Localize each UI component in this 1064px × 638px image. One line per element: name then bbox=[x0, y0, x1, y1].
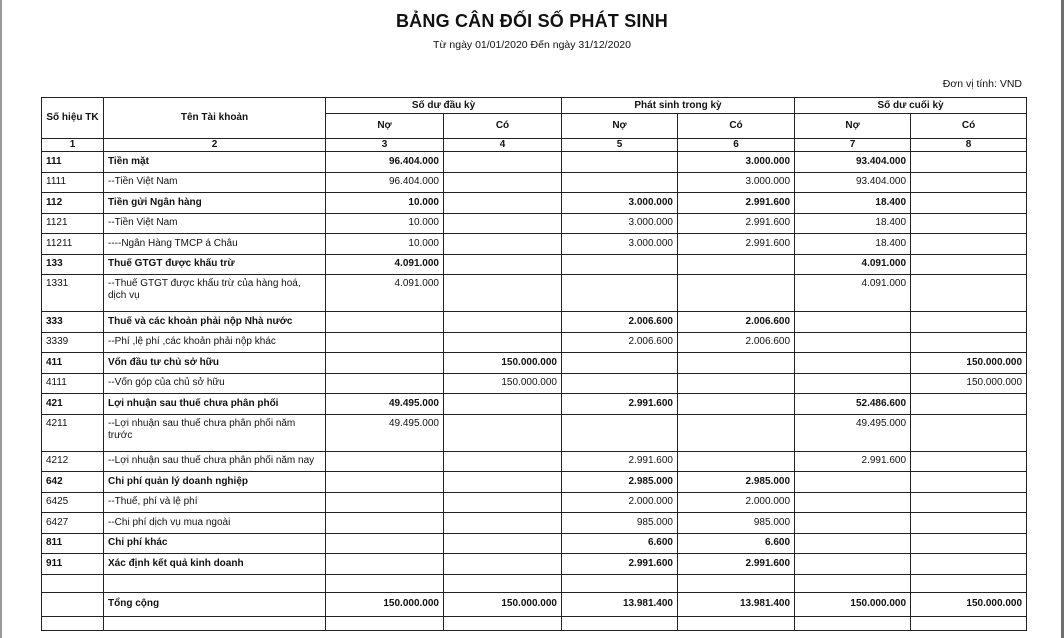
blank-row bbox=[42, 574, 1027, 592]
closing-debit: 18.400 bbox=[795, 213, 911, 234]
opening-debit bbox=[326, 312, 444, 333]
closing-debit bbox=[795, 373, 911, 394]
opening-credit bbox=[444, 172, 562, 193]
account-code: 4111 bbox=[42, 373, 104, 394]
account-name: --Thuế GTGT được khấu trừ của hàng hoá, dịch vụ bbox=[104, 275, 326, 312]
opening-debit: 96.404.000 bbox=[326, 172, 444, 193]
closing-credit bbox=[911, 554, 1027, 575]
header-account-no: Số hiệu TK bbox=[42, 98, 104, 139]
closing-debit: 2.991.600 bbox=[795, 451, 911, 472]
total-row bbox=[42, 592, 1027, 616]
opening-credit bbox=[444, 213, 562, 234]
table-row bbox=[42, 312, 1027, 333]
period-debit bbox=[562, 414, 678, 451]
closing-debit: 49.495.000 bbox=[795, 414, 911, 451]
closing-credit bbox=[911, 513, 1027, 534]
period-debit bbox=[562, 254, 678, 275]
period-debit: 3.000.000 bbox=[562, 234, 678, 255]
period-debit: 2.991.600 bbox=[562, 394, 678, 415]
period-debit: 2.985.000 bbox=[562, 472, 678, 493]
period-debit bbox=[562, 172, 678, 193]
header-period-credit: Có bbox=[678, 114, 795, 139]
closing-debit bbox=[795, 472, 911, 493]
table-row bbox=[42, 533, 1027, 554]
period-credit bbox=[678, 414, 795, 451]
header-closing-balance: Số dư cuối kỳ bbox=[795, 98, 1027, 114]
column-number: 6 bbox=[678, 139, 795, 152]
account-code: 112 bbox=[42, 193, 104, 214]
table-body bbox=[42, 152, 1027, 631]
closing-debit bbox=[795, 513, 911, 534]
trial-balance-table bbox=[41, 97, 1027, 631]
account-code: 811 bbox=[42, 533, 104, 554]
period-credit: 2.991.600 bbox=[678, 234, 795, 255]
account-name: Tiền mặt bbox=[104, 152, 326, 173]
account-code: 133 bbox=[42, 254, 104, 275]
period-credit: 2.006.600 bbox=[678, 312, 795, 333]
closing-credit bbox=[911, 152, 1027, 173]
account-name: --Vốn góp của chủ sở hữu bbox=[104, 373, 326, 394]
period-credit bbox=[678, 451, 795, 472]
closing-credit bbox=[911, 394, 1027, 415]
account-code: 911 bbox=[42, 554, 104, 575]
header-period-movement: Phát sinh trong kỳ bbox=[562, 98, 795, 114]
period-credit bbox=[678, 275, 795, 312]
table-row bbox=[42, 152, 1027, 173]
total-period-debit: 13.981.400 bbox=[562, 592, 678, 616]
opening-credit bbox=[444, 451, 562, 472]
closing-credit bbox=[911, 213, 1027, 234]
column-number: 4 bbox=[444, 139, 562, 152]
total-period-credit: 13.981.400 bbox=[678, 592, 795, 616]
closing-credit bbox=[911, 451, 1027, 472]
closing-debit: 93.404.000 bbox=[795, 172, 911, 193]
account-name: --Tiền Việt Nam bbox=[104, 213, 326, 234]
account-code: 4211 bbox=[42, 414, 104, 451]
opening-debit bbox=[326, 472, 444, 493]
opening-debit bbox=[326, 492, 444, 513]
period-debit bbox=[562, 353, 678, 374]
period-debit: 2.000.000 bbox=[562, 492, 678, 513]
opening-debit: 4.091.000 bbox=[326, 254, 444, 275]
closing-debit bbox=[795, 492, 911, 513]
closing-credit bbox=[911, 234, 1027, 255]
account-name: --Lợi nhuận sau thuế chưa phân phối năm nay bbox=[104, 451, 326, 472]
table-row bbox=[42, 451, 1027, 472]
account-name: Tiền gửi Ngân hàng bbox=[104, 193, 326, 214]
closing-debit: 4.091.000 bbox=[795, 254, 911, 275]
period-credit bbox=[678, 373, 795, 394]
opening-debit: 10.000 bbox=[326, 234, 444, 255]
period-debit bbox=[562, 373, 678, 394]
period-debit bbox=[562, 275, 678, 312]
period-credit: 3.000.000 bbox=[678, 152, 795, 173]
account-code: 411 bbox=[42, 353, 104, 374]
account-name: Thuế GTGT được khấu trừ bbox=[104, 254, 326, 275]
closing-credit: 150.000.000 bbox=[911, 353, 1027, 374]
period-credit: 2.991.600 bbox=[678, 193, 795, 214]
table-row bbox=[42, 332, 1027, 353]
table-row bbox=[42, 172, 1027, 193]
column-number-row bbox=[42, 139, 1027, 152]
opening-debit: 96.404.000 bbox=[326, 152, 444, 173]
account-name: Lợi nhuận sau thuế chưa phân phối bbox=[104, 394, 326, 415]
page-border-left bbox=[0, 0, 2, 638]
period-debit: 985.000 bbox=[562, 513, 678, 534]
closing-debit: 18.400 bbox=[795, 234, 911, 255]
account-code: 1121 bbox=[42, 213, 104, 234]
closing-debit bbox=[795, 312, 911, 333]
closing-debit bbox=[795, 332, 911, 353]
closing-credit bbox=[911, 472, 1027, 493]
period-credit: 985.000 bbox=[678, 513, 795, 534]
period-credit: 2.991.600 bbox=[678, 554, 795, 575]
opening-credit bbox=[444, 234, 562, 255]
account-code: 421 bbox=[42, 394, 104, 415]
account-code: 3339 bbox=[42, 332, 104, 353]
total-opening-debit: 150.000.000 bbox=[326, 592, 444, 616]
period-credit: 3.000.000 bbox=[678, 172, 795, 193]
opening-debit: 10.000 bbox=[326, 213, 444, 234]
period-debit: 2.991.600 bbox=[562, 451, 678, 472]
table-row bbox=[42, 193, 1027, 214]
account-code: 1111 bbox=[42, 172, 104, 193]
period-debit bbox=[562, 152, 678, 173]
column-number: 5 bbox=[562, 139, 678, 152]
period-credit bbox=[678, 353, 795, 374]
account-code: 11211 bbox=[42, 234, 104, 255]
report-title: BẢNG CÂN ĐỐI SỐ PHÁT SINH bbox=[395, 11, 668, 31]
account-code: 1331 bbox=[42, 275, 104, 312]
closing-debit: 18.400 bbox=[795, 193, 911, 214]
period-credit: 2.991.600 bbox=[678, 213, 795, 234]
table-row bbox=[42, 373, 1027, 394]
opening-credit bbox=[444, 513, 562, 534]
opening-debit: 10.000 bbox=[326, 193, 444, 214]
period-debit: 2.006.600 bbox=[562, 332, 678, 353]
closing-credit bbox=[911, 414, 1027, 451]
opening-credit bbox=[444, 275, 562, 312]
account-code: 6427 bbox=[42, 513, 104, 534]
period-credit: 2.000.000 bbox=[678, 492, 795, 513]
opening-debit bbox=[326, 353, 444, 374]
account-name: --Phí ,lệ phí ,các khoản phải nộp khác bbox=[104, 332, 326, 353]
closing-credit bbox=[911, 332, 1027, 353]
header-opening-debit: Nợ bbox=[326, 114, 444, 139]
opening-credit bbox=[444, 152, 562, 173]
period-credit: 2.006.600 bbox=[678, 332, 795, 353]
table-row bbox=[42, 472, 1027, 493]
opening-debit bbox=[326, 554, 444, 575]
opening-credit bbox=[444, 312, 562, 333]
table-row bbox=[42, 492, 1027, 513]
report-period: Từ ngày 01/01/2020 Đến ngày 31/12/2020 bbox=[433, 39, 631, 51]
period-credit bbox=[678, 394, 795, 415]
closing-debit bbox=[795, 353, 911, 374]
table-row bbox=[42, 234, 1027, 255]
header-closing-debit: Nợ bbox=[795, 114, 911, 139]
opening-credit: 150.000.000 bbox=[444, 373, 562, 394]
total-label: Tổng cộng bbox=[104, 592, 326, 616]
table-row bbox=[42, 353, 1027, 374]
closing-debit: 4.091.000 bbox=[795, 275, 911, 312]
opening-debit: 49.495.000 bbox=[326, 414, 444, 451]
table-row bbox=[42, 213, 1027, 234]
account-name: ----Ngân Hàng TMCP á Châu bbox=[104, 234, 326, 255]
column-number: 2 bbox=[104, 139, 326, 152]
opening-debit bbox=[326, 513, 444, 534]
header-opening-credit: Có bbox=[444, 114, 562, 139]
account-name: --Lợi nhuận sau thuế chưa phân phối năm trước bbox=[104, 414, 326, 451]
total-closing-credit: 150.000.000 bbox=[911, 592, 1027, 616]
account-name: --Thuế, phí và lệ phí bbox=[104, 492, 326, 513]
total-closing-debit: 150.000.000 bbox=[795, 592, 911, 616]
account-name: Thuế và các khoản phải nộp Nhà nước bbox=[104, 312, 326, 333]
header-closing-credit: Có bbox=[911, 114, 1027, 139]
table-row bbox=[42, 394, 1027, 415]
opening-debit bbox=[326, 373, 444, 394]
column-number: 7 bbox=[795, 139, 911, 152]
opening-debit bbox=[326, 332, 444, 353]
table-row bbox=[42, 275, 1027, 312]
period-debit: 3.000.000 bbox=[562, 213, 678, 234]
period-debit: 2.006.600 bbox=[562, 312, 678, 333]
column-number: 3 bbox=[326, 139, 444, 152]
opening-credit: 150.000.000 bbox=[444, 353, 562, 374]
closing-credit: 150.000.000 bbox=[911, 373, 1027, 394]
closing-credit bbox=[911, 193, 1027, 214]
closing-credit bbox=[911, 172, 1027, 193]
account-code: 6425 bbox=[42, 492, 104, 513]
opening-debit: 49.495.000 bbox=[326, 394, 444, 415]
opening-credit bbox=[444, 394, 562, 415]
account-name: Chi phí quản lý doanh nghiệp bbox=[104, 472, 326, 493]
account-name: --Tiền Việt Nam bbox=[104, 172, 326, 193]
account-code: 333 bbox=[42, 312, 104, 333]
table-row bbox=[42, 513, 1027, 534]
opening-debit bbox=[326, 451, 444, 472]
total-opening-credit: 150.000.000 bbox=[444, 592, 562, 616]
opening-credit bbox=[444, 492, 562, 513]
opening-credit bbox=[444, 332, 562, 353]
closing-credit bbox=[911, 492, 1027, 513]
closing-credit bbox=[911, 533, 1027, 554]
period-debit: 6.600 bbox=[562, 533, 678, 554]
account-name: Xác định kết quả kinh doanh bbox=[104, 554, 326, 575]
period-debit: 2.991.600 bbox=[562, 554, 678, 575]
closing-debit: 52.486.600 bbox=[795, 394, 911, 415]
table-row bbox=[42, 414, 1027, 451]
closing-credit bbox=[911, 275, 1027, 312]
blank-row bbox=[42, 616, 1027, 630]
account-code: 111 bbox=[42, 152, 104, 173]
opening-credit bbox=[444, 533, 562, 554]
opening-credit bbox=[444, 414, 562, 451]
currency-unit: Đơn vị tính: VND bbox=[942, 78, 1022, 90]
closing-credit bbox=[911, 312, 1027, 333]
table-row bbox=[42, 554, 1027, 575]
account-name: Chi phí khác bbox=[104, 533, 326, 554]
opening-credit bbox=[444, 472, 562, 493]
opening-credit bbox=[444, 554, 562, 575]
period-credit bbox=[678, 254, 795, 275]
closing-debit bbox=[795, 533, 911, 554]
header-account-name: Tên Tài khoản bbox=[104, 98, 326, 139]
opening-credit bbox=[444, 254, 562, 275]
opening-credit bbox=[444, 193, 562, 214]
account-code: 4212 bbox=[42, 451, 104, 472]
opening-debit: 4.091.000 bbox=[326, 275, 444, 312]
account-name: --Chi phí dịch vụ mua ngoài bbox=[104, 513, 326, 534]
closing-credit bbox=[911, 254, 1027, 275]
column-number: 8 bbox=[911, 139, 1027, 152]
header-period-debit: Nợ bbox=[562, 114, 678, 139]
column-number: 1 bbox=[42, 139, 104, 152]
period-credit: 6.600 bbox=[678, 533, 795, 554]
opening-debit bbox=[326, 533, 444, 554]
closing-debit bbox=[795, 554, 911, 575]
header-opening-balance: Số dư đầu kỳ bbox=[326, 98, 562, 114]
account-code: 642 bbox=[42, 472, 104, 493]
period-debit: 3.000.000 bbox=[562, 193, 678, 214]
account-name: Vốn đầu tư chủ sở hữu bbox=[104, 353, 326, 374]
table-row bbox=[42, 254, 1027, 275]
closing-debit: 93.404.000 bbox=[795, 152, 911, 173]
period-credit: 2.985.000 bbox=[678, 472, 795, 493]
